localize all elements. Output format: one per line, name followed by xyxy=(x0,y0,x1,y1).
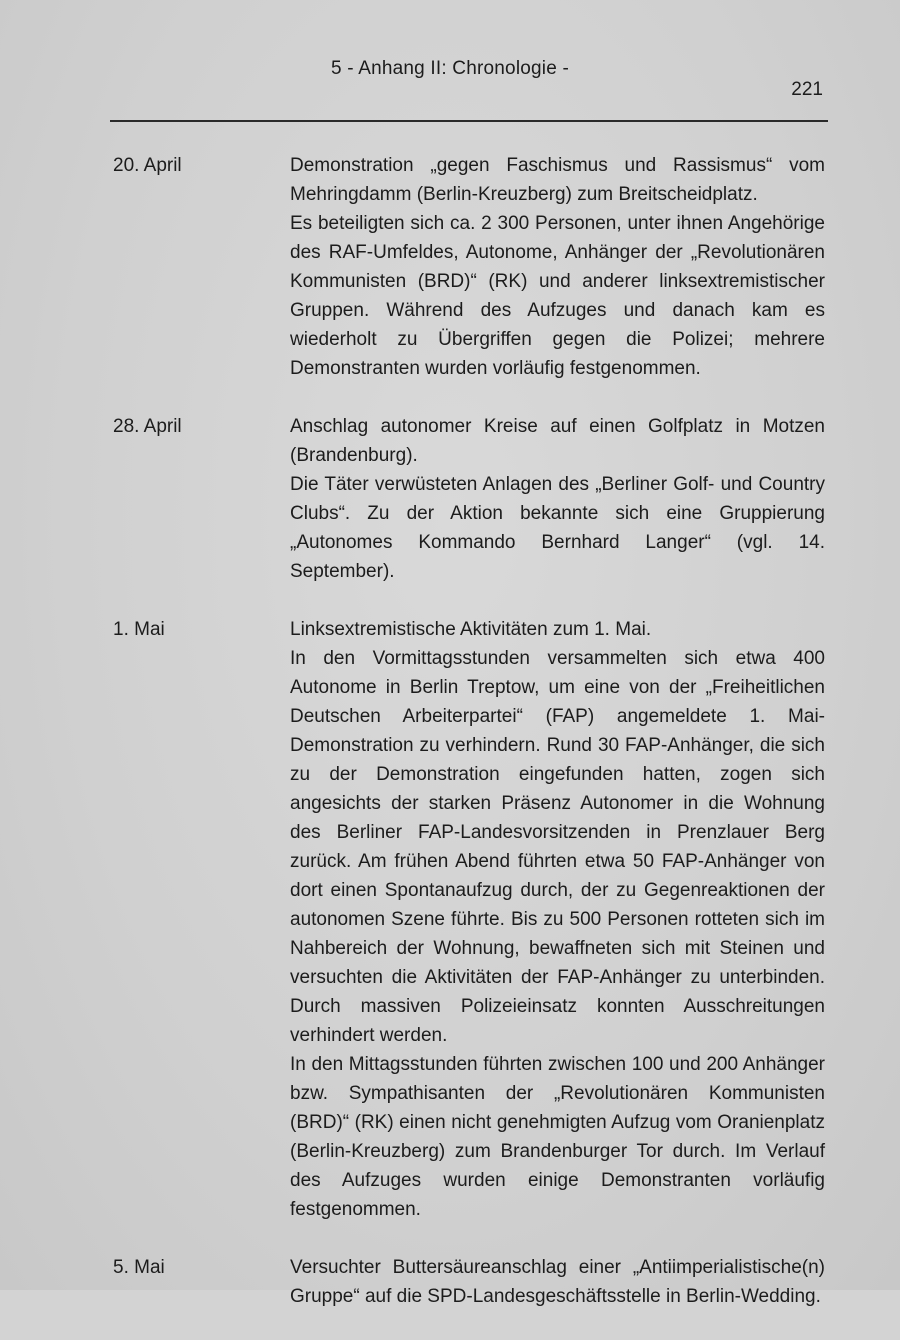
entry-paragraph: Es beteiligten sich ca. 2 300 Personen, unter ihnen Angehörige des RAF-Umfeldes, Autonome, Anhänger der „Revolutionären Kommunisten (BRD)“ (RK) und anderer linksextremistischer Gruppen. Während des Aufzuges und danach kam es wiederholt zu Übergriffen gegen die Polizei; mehrere Demonstranten wurden vorläufig festgenommen. xyxy=(290,213,825,379)
entry-paragraph: Linksextremistische Aktivitäten zum 1. Mai. xyxy=(290,619,652,640)
chronology-entry xyxy=(0,151,900,383)
entry-body xyxy=(290,615,825,1224)
entry-paragraph: In den Vormittagsstunden versammelten sich etwa 400 Autonome in Berlin Treptow, um eine von der „Freiheitlichen Deutschen Arbeiterpartei“ (FAP) angemeldete 1. Mai-Demonstration zu verhindern. Rund 30 FAP-Anhänger, die sich zu der Demonstration eingefunden hatten, zogen sich angesichts der starken Präsenz Autonomer in die Wohnung des Berliner FAP-Landesvorsitzenden in Prenzlauer Berg zurück. Am frühen Abend führten etwa 50 FAP-Anhänger von dort einen Spontanaufzug durch, der zu Gegenreaktionen der autonomen Szene führte. Bis zu 500 Personen rotteten sich im Nahbereich der Wohnung, bewaffneten sich mit Steinen und versuchten die Aktivitäten der FAP-Anhänger zu unterbinden. Durch massiven Polizeieinsatz konnten Ausschreitungen verhindert werden. xyxy=(290,648,825,1046)
chronology-entry xyxy=(0,1253,900,1311)
entry-date: 20. April xyxy=(113,155,182,176)
entry-paragraph: Die Täter verwüsteten Anlagen des „Berliner Golf- und Country Clubs“. Zu der Aktion bekannte sich eine Gruppierung „Autonomes Kommando Bernhard Langer“ (vgl. 14. September). xyxy=(290,474,825,582)
entry-paragraph: Demonstration „gegen Faschismus und Rassismus“ vom Mehringdamm (Berlin-Kreuzberg) zum Breitscheidplatz. xyxy=(290,155,825,205)
entry-body xyxy=(290,151,825,383)
entry-date: 28. April xyxy=(113,416,182,437)
entry-paragraph: Versuchter Buttersäureanschlag einer „Antiimperialistische(n) Gruppe“ auf die SPD-Landesgeschäftsstelle in Berlin-Wedding. xyxy=(290,1257,825,1307)
chronology-entry xyxy=(0,615,900,1224)
entry-date: 1. Mai xyxy=(113,619,165,640)
entry-paragraph: Anschlag autonomer Kreise auf einen Golfplatz in Motzen (Brandenburg). xyxy=(290,416,825,466)
entry-body xyxy=(290,1253,825,1311)
entry-date: 5. Mai xyxy=(113,1257,165,1278)
entry-body xyxy=(290,412,825,586)
chronology-entries xyxy=(0,151,900,1340)
entry-paragraph: In den Mittagsstunden führten zwischen 100 und 200 Anhänger bzw. Sympathisanten der „Revolutionären Kommunisten (BRD)“ (RK) einen nicht genehmigten Aufzug vom Oranienplatz (Berlin-Kreuzberg) zum Brandenburger Tor durch. Im Verlauf des Aufzuges wurden einige Demonstranten vorläufig festgenommen. xyxy=(290,1054,825,1220)
header-divider xyxy=(110,120,828,122)
chronology-entry xyxy=(0,412,900,586)
page-number: 221 xyxy=(791,79,823,100)
page-header-title: 5 - Anhang II: Chronologie - xyxy=(331,58,569,79)
